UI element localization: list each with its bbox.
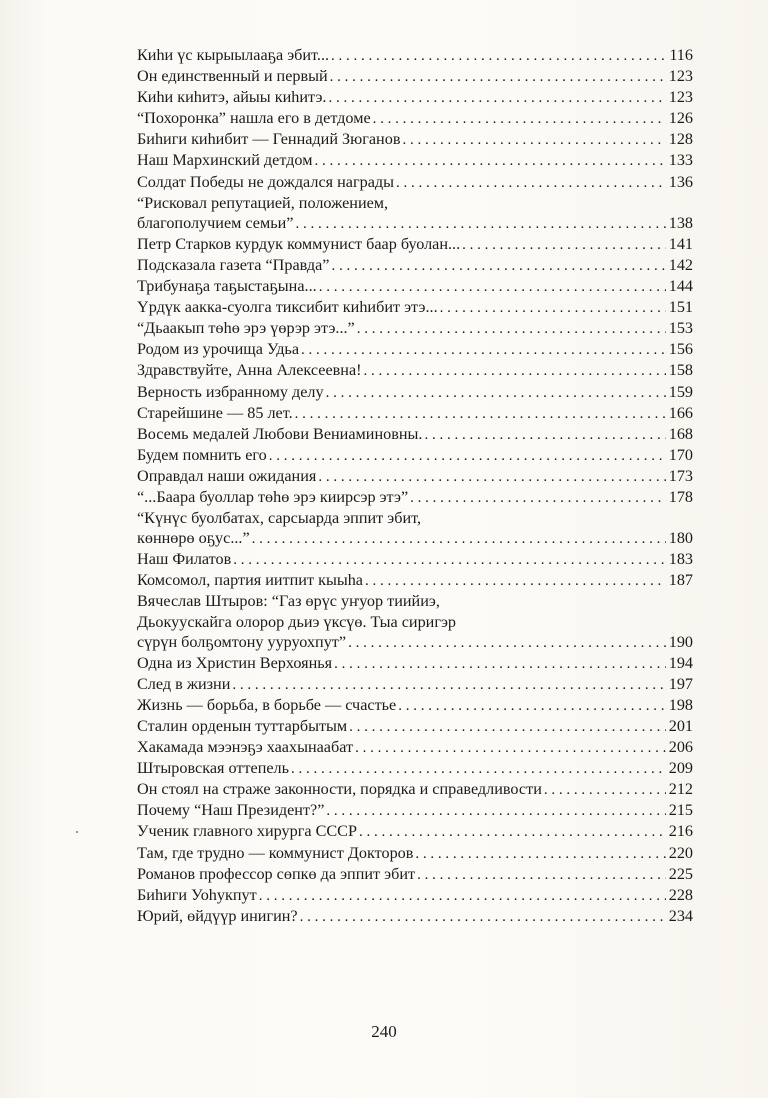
toc-page-number: 216 — [668, 822, 693, 841]
toc-entry-title: Комсомол, партия иитпит кыыhа — [137, 571, 363, 590]
toc-page-number: 187 — [668, 571, 693, 590]
toc-entry — [137, 800, 693, 821]
toc-page-number: 144 — [668, 277, 693, 296]
toc-entry — [137, 276, 693, 297]
toc-leader-dots — [326, 383, 666, 403]
toc-entry-line — [137, 549, 693, 570]
toc-entry-title: “Күнүс буолбатах, сарсыарда эппит эбит, — [137, 509, 422, 528]
toc-entry-title: Будем помнить его — [137, 445, 267, 464]
toc-entry-line — [137, 45, 693, 66]
toc-entry — [137, 570, 693, 591]
toc-entry-line — [137, 382, 693, 403]
toc-entry-title: Сталин орденын туттарбытым — [137, 717, 348, 735]
toc-entry-line — [137, 172, 693, 193]
toc-leader-dots — [232, 675, 665, 695]
toc-page-number: 173 — [668, 466, 693, 485]
toc-entry — [137, 885, 693, 906]
toc-entry — [137, 255, 693, 276]
toc-page-number: 138 — [668, 213, 693, 232]
toc-entry — [137, 591, 693, 652]
toc-entry — [137, 150, 693, 171]
toc-entry-title: Жизнь — борьба, в борьбе — счастье — [137, 695, 397, 714]
toc-entry — [137, 864, 693, 885]
toc-entry-title: Там, где трудно — коммунист Докторов — [137, 843, 414, 862]
toc-entry-title: Хакамада мээнэҕэ хаахынаабат — [137, 738, 354, 757]
toc-entry-line — [137, 403, 693, 424]
toc-entry-line — [137, 843, 693, 864]
toc-entry-title: Петр Старков курдук коммунист баар буолан... — [137, 234, 461, 253]
toc-page-number: 201 — [668, 717, 693, 735]
toc-entry — [137, 843, 693, 864]
toc-leader-dots — [331, 256, 665, 276]
toc-leader-dots — [318, 467, 665, 487]
toc-entry-title: Юрий, өйдүүр инигин? — [137, 906, 298, 925]
toc-entry-line — [137, 653, 693, 674]
toc-entry — [137, 653, 693, 674]
toc-leader-dots — [365, 571, 666, 591]
toc-leader-dots — [301, 340, 666, 360]
toc-entry-line — [137, 276, 693, 297]
toc-entry — [137, 360, 693, 381]
toc-leader-dots — [462, 235, 666, 255]
toc-page-number: 153 — [668, 319, 693, 338]
toc-entry — [137, 424, 693, 445]
toc-leader-dots — [328, 88, 665, 108]
toc-entry-title: След в жизни — [137, 674, 231, 693]
toc-leader-dots — [415, 844, 665, 864]
toc-entry-line — [137, 193, 693, 213]
toc-entry-line — [137, 612, 693, 632]
toc-entry-title: благополучием семьи” — [137, 213, 294, 232]
toc-entry-line — [137, 758, 693, 779]
toc-leader-dots — [544, 780, 666, 800]
toc-entry-line — [137, 591, 693, 611]
toc-leader-dots — [295, 214, 665, 234]
toc-page-number: 183 — [668, 550, 693, 569]
toc-entry-title: сүрүн болҕомтону ууруохпут” — [137, 632, 347, 651]
toc-leader-dots — [410, 488, 666, 508]
toc-page-number: 209 — [668, 759, 693, 778]
toc-page-number: 141 — [668, 234, 693, 253]
toc-entry — [137, 382, 693, 403]
toc-leader-dots — [417, 865, 666, 885]
toc-entry-line — [137, 674, 693, 695]
toc-entry — [137, 45, 693, 66]
toc-entry-title: Киhи киhитэ, айыы киhитэ. — [137, 88, 327, 107]
toc-entry-line — [137, 424, 693, 445]
toc-entry-title: Биhиги Уоhукпут — [137, 885, 257, 904]
toc-page-number: 206 — [668, 738, 693, 757]
toc-page-number: 158 — [668, 361, 693, 380]
toc-page-number: 168 — [668, 424, 693, 443]
toc-page-number: 123 — [668, 67, 693, 86]
toc-leader-dots — [295, 404, 666, 424]
toc-entry-title: Үрдүк аакка-суолга тиксибит киhибит этэ... — [137, 298, 438, 317]
toc-entry — [137, 508, 693, 549]
toc-page-number: 228 — [668, 885, 693, 904]
toc-entry-line — [137, 821, 693, 842]
print-speck — [76, 831, 78, 833]
toc-entry-line — [137, 466, 693, 487]
toc-page-number: 178 — [668, 487, 693, 506]
toc-entry-line — [137, 632, 693, 653]
toc-entry — [137, 549, 693, 570]
toc-entry-line — [137, 695, 693, 716]
toc-entry — [137, 234, 693, 255]
toc-entry-line — [137, 508, 693, 528]
toc-entry-line — [137, 885, 693, 906]
toc-entry — [137, 466, 693, 487]
toc-entry — [137, 674, 693, 695]
toc-entry-title: Киhи үс кырыылааҕа эбит... — [137, 46, 330, 64]
toc-entry-line — [137, 487, 693, 508]
toc-page-number: 180 — [668, 529, 693, 548]
toc-page-number: 166 — [668, 403, 693, 422]
toc-leader-dots — [326, 801, 665, 821]
toc-entry-line — [137, 864, 693, 885]
toc-entry-line — [137, 255, 693, 276]
toc-entry-title: Солдат Победы не дождался награды — [137, 172, 395, 191]
toc-page-number: 212 — [668, 780, 693, 799]
toc-page-number: 194 — [668, 653, 693, 672]
toc-leader-dots — [331, 46, 666, 66]
toc-page-number: 197 — [668, 674, 693, 693]
toc-entry-title: Здравствуйте, Анна Алексеевна! — [137, 361, 362, 380]
toc-entry — [137, 821, 693, 842]
toc-entry-title: Одна из Христин Верхоянья — [137, 653, 333, 672]
toc-entry — [137, 779, 693, 800]
toc-entry — [137, 695, 693, 716]
toc-entry — [137, 297, 693, 318]
toc-entry-title: Он единственный и первый — [137, 67, 328, 86]
toc-leader-dots — [396, 173, 666, 193]
toc-leader-dots — [373, 109, 666, 129]
toc-entry-line — [137, 87, 693, 108]
toc-page-number: 215 — [668, 801, 693, 820]
toc-page-number: 170 — [668, 445, 693, 464]
toc-entry-title: Оправдал наши ожидания — [137, 466, 317, 485]
toc-leader-dots — [402, 130, 665, 150]
toc-entry-title: Дьокуускайга олорор дьиэ үксүө. Тыа сиригэр — [137, 612, 457, 631]
toc-entry — [137, 318, 693, 339]
toc-entry-line — [137, 66, 693, 87]
toc-entry-title: Верность избранному делу — [137, 382, 324, 401]
toc-leader-dots — [398, 696, 666, 716]
toc-leader-dots — [349, 717, 666, 737]
toc-entry — [137, 403, 693, 424]
toc-page-number: 190 — [668, 632, 693, 651]
toc-entry-title: Трибунаҕа таҕыстаҕына... — [137, 277, 317, 296]
toc-page-number: 133 — [668, 151, 693, 170]
toc-entry-line — [137, 737, 693, 758]
toc-entry-title: Романов профессор сөпкө да эппит эбит — [137, 864, 416, 883]
toc-leader-dots — [314, 151, 665, 171]
toc-leader-dots — [348, 633, 666, 653]
toc-entry-title: “Дьаакып төhө эрэ үөрэр этэ...” — [137, 319, 355, 338]
toc-entry-line — [137, 779, 693, 800]
toc-page-number: 156 — [668, 340, 693, 359]
toc-entry-line — [137, 528, 693, 549]
toc-entry — [137, 339, 693, 360]
toc-leader-dots — [233, 550, 665, 570]
toc-entry-title: “Рисковал репутацией, положением, — [137, 193, 389, 212]
toc-entry-line — [137, 213, 693, 234]
toc-entry-title: Вячеслав Штыров: “Газ өрүс уҥуор тиийиэ, — [137, 592, 440, 611]
toc-entry — [137, 193, 693, 234]
toc-leader-dots — [424, 425, 665, 445]
toc-entry — [137, 906, 693, 927]
toc-entry-title: Родом из урочища Удьа — [137, 340, 299, 359]
toc-entry-line — [137, 716, 693, 737]
toc-entry — [137, 716, 693, 737]
toc-leader-dots — [291, 759, 666, 779]
toc-entry-title: Штыровская оттепель — [137, 759, 290, 778]
toc-entry-line — [137, 445, 693, 466]
toc-entry-line — [137, 360, 693, 381]
toc-leader-dots — [259, 886, 666, 906]
toc-leader-dots — [364, 361, 666, 381]
page-number: 240 — [371, 1022, 397, 1041]
toc-entry-line — [137, 129, 693, 150]
toc-leader-dots — [355, 738, 666, 758]
toc-entry-line — [137, 150, 693, 171]
toc-page-number: 142 — [668, 255, 693, 274]
toc-leader-dots — [359, 822, 666, 842]
toc-entry-line — [137, 297, 693, 318]
toc-entry-title: Подсказала газета “Правда” — [137, 255, 330, 274]
toc-entry-title: Почему “Наш Президент?” — [137, 801, 325, 820]
toc-leader-dots — [330, 67, 666, 87]
toc-leader-dots — [440, 298, 666, 318]
toc-entry-line — [137, 906, 693, 927]
toc-entry — [137, 758, 693, 779]
toc-page-number: 151 — [668, 298, 693, 317]
toc-entry — [137, 737, 693, 758]
toc-leader-dots — [334, 654, 666, 674]
toc-entry-title: Он стоял на страже законности, порядка и справедливости — [137, 780, 542, 799]
toc-entry-title: “...Баара буоллар төhө эрэ киирсэр этэ” — [137, 487, 409, 506]
toc-entry-line — [137, 570, 693, 591]
toc-page-number: 123 — [668, 88, 693, 107]
toc-page-number: 159 — [668, 382, 693, 401]
table-of-contents — [137, 45, 693, 927]
toc-page-number: 136 — [668, 172, 693, 191]
toc-entry — [137, 108, 693, 129]
toc-page-number: 128 — [668, 130, 693, 149]
toc-entry — [137, 445, 693, 466]
toc-entry-line — [137, 800, 693, 821]
toc-entry — [137, 87, 693, 108]
toc-leader-dots — [357, 319, 666, 339]
toc-page-number: 234 — [668, 906, 693, 925]
toc-entry-line — [137, 339, 693, 360]
toc-entry-title: Восемь медалей Любови Вениаминовны. — [137, 424, 423, 443]
toc-page-number: 225 — [668, 864, 693, 883]
toc-entry-title: Наш Мархинский детдом — [137, 151, 313, 170]
toc-entry-title: “Похоронка” нашла его в детдоме — [137, 109, 371, 128]
toc-page-number: 126 — [668, 109, 693, 128]
toc-entry — [137, 487, 693, 508]
toc-page-number: 116 — [669, 46, 693, 64]
toc-leader-dots — [319, 277, 666, 297]
toc-leader-dots — [300, 907, 666, 927]
toc-entry-line — [137, 108, 693, 129]
toc-entry-title: көннөрө оҕус...” — [137, 529, 250, 548]
toc-entry-line — [137, 234, 693, 255]
toc-entry — [137, 66, 693, 87]
toc-page-number: 198 — [668, 695, 693, 714]
toc-entry-title: Наш Филатов — [137, 550, 232, 569]
toc-entry — [137, 129, 693, 150]
toc-leader-dots — [252, 529, 666, 549]
toc-page-number: 220 — [668, 843, 693, 862]
toc-entry-title: Биhиги киhибит — Геннадий Зюганов — [137, 130, 401, 149]
toc-entry-line — [137, 318, 693, 339]
toc-leader-dots — [269, 446, 666, 466]
toc-entry-title: Старейшине — 85 лет. — [137, 403, 293, 422]
toc-entry — [137, 172, 693, 193]
toc-entry-title: Ученик главного хирурга СССР — [137, 822, 357, 841]
